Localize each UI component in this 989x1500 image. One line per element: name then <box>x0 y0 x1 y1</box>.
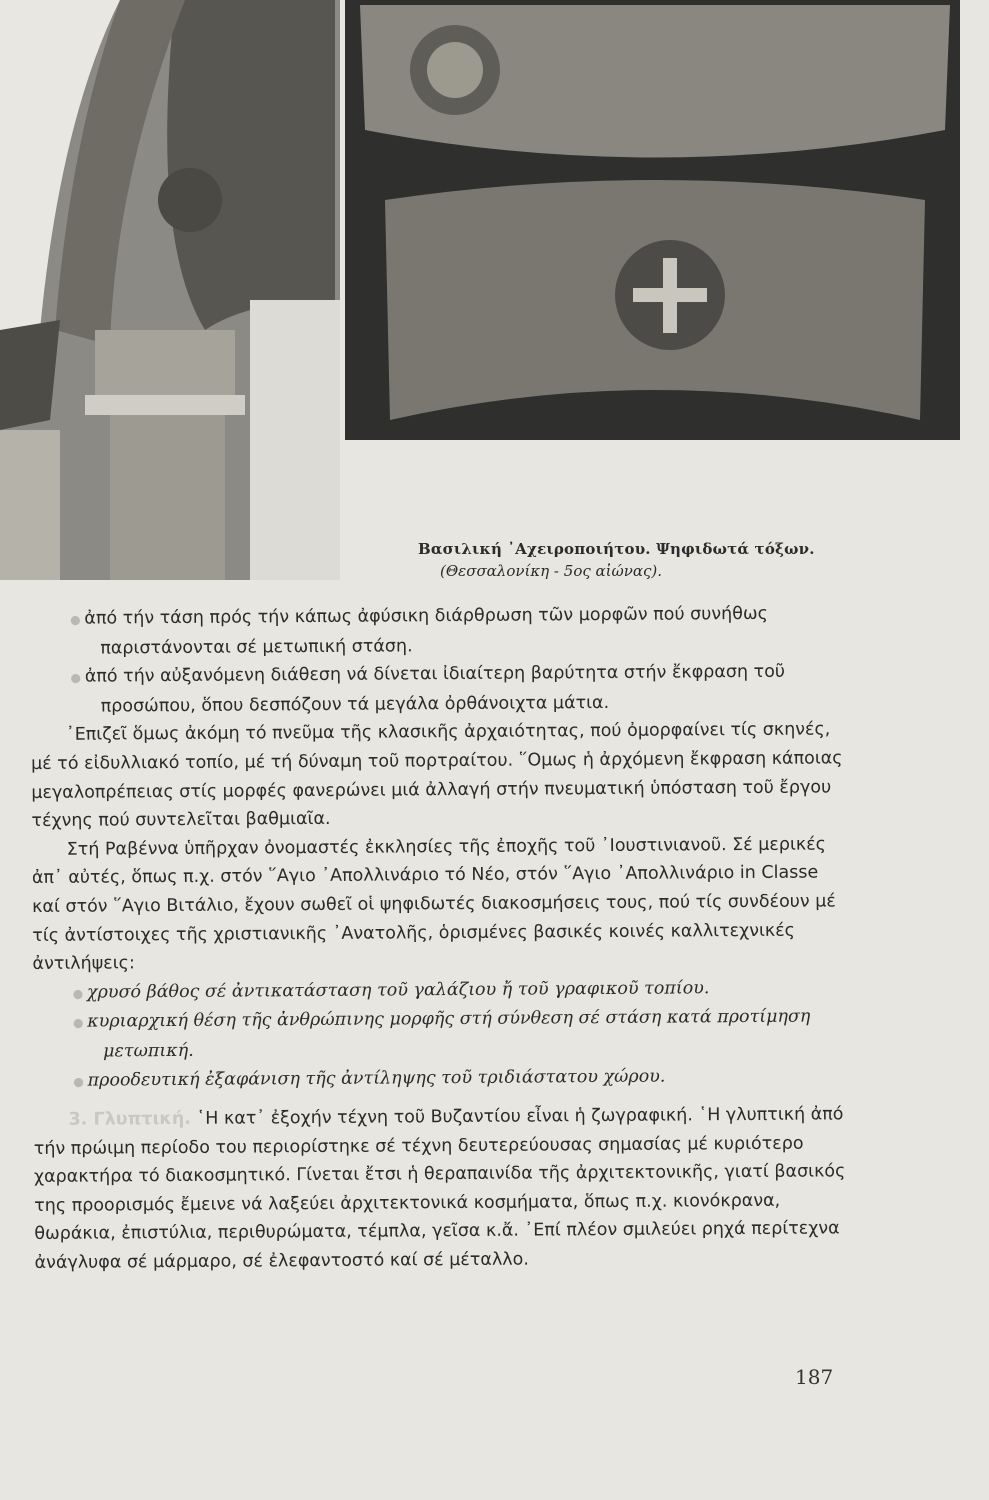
bullet-paragraph: ● προοδευτική ἐξαφάνιση τῆς ἀντίληψης τοῦ τριδιάστατου χώρου. <box>33 1061 848 1096</box>
caption-title: Βασιλική ᾿Αχειροποιήτου. Ψηφιδωτά τόξων. <box>418 540 815 558</box>
arch-mosaics-photo <box>345 0 960 440</box>
bullet-paragraph: ● ἀπό τήν αὐξανόμενη διάθεση νά δίνεται ἰδιαίτερη βαρύτητα στήν ἔκφραση τοῦ προσώπου, ὅπου δεσπόζουν τά μεγάλα ὀρθάνοιχτα μάτια. <box>30 657 845 721</box>
paragraph: ᾿Επιζεῖ ὅμως ἀκόμη τό πνεῦμα τῆς κλασικῆς ἀρχαιότητας, πού ὀμορφαίνει τίς σκηνές, μέ τό εἰδυλλιακό τοπίο, μέ τή δύναμη τοῦ πορτραίτου. ῞Ομως ἡ ἀρχόμενη ἔκφραση κάποιας μεγαλοπρέπειας στίς μορφές φανερώνει μιά ἀλλαγή στήν πνευματική ὑπόσταση τοῦ ἔργου τέχνης πού συντελεῖται βαθμιαῖα. <box>31 719 843 832</box>
bullet-paragraph: ● κυριαρχική θέση τῆς ἀνθρώπινης μορφῆς στή σύνθεση σέ στάση κατά προτίμηση μετωπική. <box>33 1003 848 1067</box>
arch-column-photo <box>0 0 340 580</box>
section-heading: 3. Γλυπτική. <box>68 1108 192 1130</box>
page-number: 187 <box>795 1365 834 1389</box>
caption-subtitle: (Θεσσαλονίκη - 5ος αἰώνας). <box>440 562 663 580</box>
body-text <box>30 599 850 1277</box>
section-text: ῾Η κατ᾿ ἐξοχήν τέχνη τοῦ Βυζαντίου εἶναι ἡ ζωγραφική. ῾Η γλυπτική ἀπό τήν πρώιμη περίοδο του περιορίστηκε σέ τέχνη δευτερεύουσας σημασίας μέ κυριότερο χαρακτήρα τό διακοσμητικό. Γίνεται ἔτσι ἡ θεραπαινίδα τῆς ἀρχιτεκτονικῆς, γιατί βασικός της προορισμός ἔμεινε νά λαξεύει ἀρχιτεκτονικά κοσμήματα, ὅπως π.χ. κιονόκρανα, θωράκια, ἐπιστύλια, περιθυρώματα, τέμπλα, γεῖσα κ.ἄ. ᾿Επί πλέον σμιλεύει ρηχά περίτεχνα ἀνάγλυφα σέ μάρμαρο, σέ ἐλεφαντοστό καί σέ μέταλλο. <box>33 1104 846 1274</box>
bullet-paragraph: ● χρυσό βάθος σέ ἀντικατάσταση τοῦ γαλάζιου ἤ τοῦ γραφικοῦ τοπίου. <box>33 973 848 1008</box>
paragraph: Στή Ραβέννα ὑπῆρχαν ὀνομαστές ἐκκλησίες τῆς ἐποχῆς τοῦ ᾿Ιουστινιανοῦ. Σέ μερικές ἀπ᾿ αὐτές, ὅπως π.χ. στόν ῞Αγιο ᾿Απολλινάριο τό Νέο, στόν ῞Αγιο ᾿Απολλινάριο in Classe καί στόν ῞Αγιο Βιτάλιο, ἔχουν σωθεῖ οἱ ψηφιδωτές διακοσμήσεις τους, πού τίς συνδέουν μέ τίς ἀντίστοιχες τῆς χριστιανικῆς ᾿Ανατολῆς, ὁρισμένες βασικές κοινές καλλιτεχνικές ἀντιλήψεις: <box>31 834 836 975</box>
section-paragraph <box>33 1100 849 1277</box>
figure-caption <box>418 540 838 580</box>
bullet-paragraph: ● ἀπό τήν τάση πρός τήν κάπως ἀφύσικη διάρθρωση τῶν μορφῶν πού συνήθως παριστάνονται σέ μετωπική στάση. <box>30 599 845 663</box>
